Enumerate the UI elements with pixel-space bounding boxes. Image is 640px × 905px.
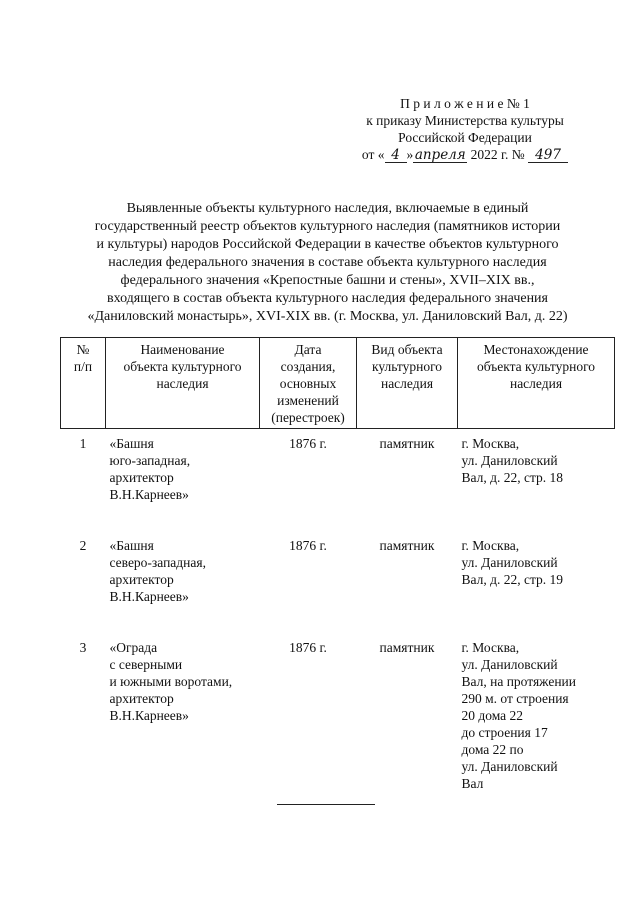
appendix-title: П р и л о ж е н и е № 1 [400, 96, 530, 111]
header-text: объекта культурного [123, 359, 242, 374]
header-text: Наименование [140, 342, 225, 357]
closing-rule [277, 804, 375, 805]
header-text: Дата [294, 342, 322, 357]
table-row [61, 639, 615, 826]
location-line: г. Москва, [461, 640, 520, 655]
location-line: ул. Даниловский [461, 453, 558, 468]
location-line: 290 м. от строения [461, 691, 569, 706]
row-kind: памятник [379, 436, 435, 451]
header-text: создания, [280, 359, 336, 374]
row-date: 1876 г. [289, 436, 327, 451]
appendix-order-line: к приказу Министерства культуры [366, 113, 564, 128]
table-row [61, 435, 615, 537]
row-num: 2 [79, 538, 87, 553]
location-line: ул. Даниловский [461, 555, 558, 570]
title-line: государственный реестр объектов культурного наследия (памятников истории [94, 219, 561, 234]
name-line: архитектор [109, 572, 174, 587]
header-text: объекта культурного [476, 359, 596, 374]
name-line: В.Н.Карнеев» [109, 487, 189, 502]
header-text: наследия [380, 376, 434, 391]
header-text: культурного [371, 359, 443, 374]
header-text: п/п [73, 359, 93, 374]
document-title [60, 200, 595, 326]
header-text: наследия [156, 376, 209, 391]
appendix-ministry-line: Российской Федерации [398, 130, 532, 145]
date-day: 4 [385, 148, 407, 163]
location-line: дома 22 по [461, 742, 524, 757]
header-text: Вид объекта [371, 342, 443, 357]
title-line: «Даниловский монастырь», XVI-XIX вв. (г. Москва, ул. Даниловский Вал, д. 22) [87, 309, 568, 324]
row-location [458, 435, 615, 537]
location-line: ул. Даниловский [461, 657, 558, 672]
location-line: г. Москва, [461, 436, 520, 451]
appendix-header [360, 95, 570, 163]
header-text: изменений [277, 393, 339, 408]
location-line: Вал, д. 22, стр. 19 [461, 572, 564, 587]
date-month: апреля [414, 147, 466, 163]
header-kind [357, 338, 458, 429]
name-line: В.Н.Карнеев» [109, 589, 189, 604]
row-kind: памятник [379, 640, 435, 655]
name-line: архитектор [109, 691, 174, 706]
name-line: В.Н.Карнеев» [109, 708, 189, 723]
name-line: северо-западная, [109, 555, 206, 570]
header-text: основных [279, 376, 337, 391]
name-line: архитектор [109, 470, 174, 485]
date-prefix: от « [361, 147, 385, 162]
date-mid: » [406, 147, 414, 162]
title-line: федерального значения «Крепостные башни и стены», XVII–XIX вв., [120, 273, 535, 288]
name-line: «Ограда [109, 640, 158, 655]
title-line: наследия федерального значения в составе объекта культурного наследия [108, 255, 547, 270]
appendix-date-line [360, 146, 570, 163]
row-location [458, 639, 615, 826]
header-location [458, 338, 615, 429]
location-line: ул. Даниловский [461, 759, 558, 774]
location-line: до строения 17 [461, 725, 548, 740]
name-line: «Башня [109, 436, 154, 451]
name-line: и южными воротами, [109, 674, 233, 689]
date-year: 2022 г. № [470, 147, 525, 162]
table-row [61, 537, 615, 639]
title-line: и культуры) народов Российской Федерации в качестве объектов культурного [96, 237, 559, 252]
objects-table [60, 337, 615, 826]
title-line: Выявленные объекты культурного наследия, включаемые в единый [126, 201, 529, 216]
header-text: Местонахождение [483, 342, 589, 357]
name-line: «Башня [109, 538, 154, 553]
row-name [106, 435, 260, 537]
row-name [106, 639, 260, 826]
header-date [260, 338, 357, 429]
row-location [458, 537, 615, 639]
row-num: 3 [79, 640, 87, 655]
location-line: 20 дома 22 [461, 708, 524, 723]
table-header-row [61, 338, 615, 429]
location-line: Вал [461, 776, 484, 791]
header-text: (перестроек) [271, 410, 345, 425]
name-line: с северными [109, 657, 183, 672]
row-date: 1876 г. [289, 538, 327, 553]
row-name [106, 537, 260, 639]
title-line: входящего в состав объекта культурного наследия федерального значения [107, 291, 548, 306]
header-text: наследия [509, 376, 563, 391]
row-date: 1876 г. [289, 640, 327, 655]
location-line: Вал, д. 22, стр. 18 [461, 470, 564, 485]
header-text: № [76, 342, 90, 357]
name-line: юго-западная, [109, 453, 191, 468]
location-line: г. Москва, [461, 538, 520, 553]
row-kind: памятник [379, 538, 435, 553]
header-name [106, 338, 260, 429]
header-num [61, 338, 106, 429]
location-line: Вал, на протяжении [461, 674, 576, 689]
order-number: 497 [528, 148, 568, 163]
row-num: 1 [79, 436, 87, 451]
